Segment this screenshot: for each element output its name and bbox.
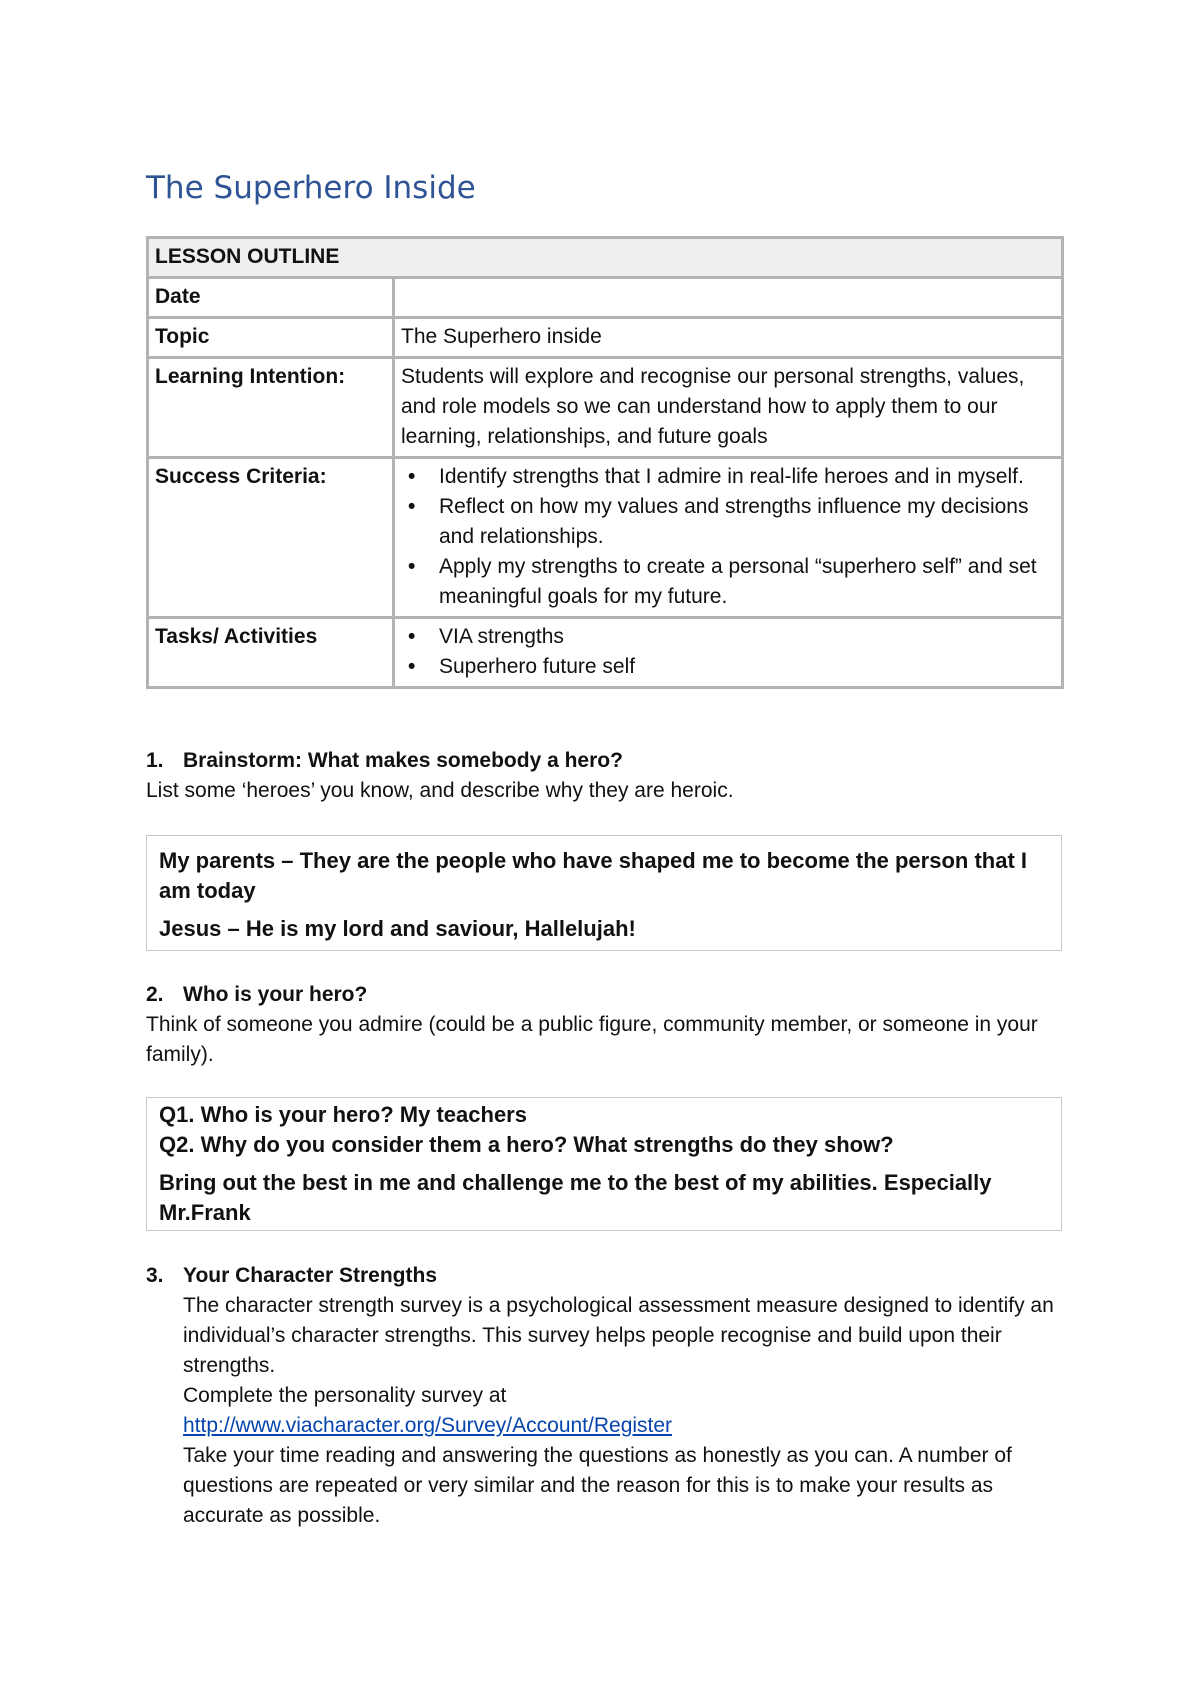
survey-description: The character strength survey is a psychological assessment measure designed to identify an individual’s character strengths. This survey helps people recognise and build upon their strengths. xyxy=(183,1294,1054,1377)
tasks-list xyxy=(401,622,1055,682)
section-heading-text: Who is your hero? xyxy=(183,983,368,1006)
row-date xyxy=(148,278,1063,318)
tasks-value xyxy=(394,618,1063,688)
answer-box-your-hero xyxy=(146,1097,1062,1231)
learning-intention-value: Students will explore and recognise our personal strengths, values, and role models so we can understand how to apply them to our learning, relationships, and future goals xyxy=(394,358,1063,458)
answer-text: My parents – They are the people who have shaped me to become the person that I am today xyxy=(159,848,1027,903)
list-item: • Superhero future self xyxy=(439,652,1055,682)
section-body xyxy=(146,1291,1064,1531)
learning-intention-label: Learning Intention: xyxy=(148,358,394,458)
success-criteria-value xyxy=(394,458,1063,618)
row-tasks xyxy=(148,618,1063,688)
answer-box-heroes xyxy=(146,835,1062,951)
section-character-strengths xyxy=(146,1261,1064,1531)
date-value xyxy=(394,278,1063,318)
topic-label: Topic xyxy=(148,318,394,358)
section-heading-text: Brainstorm: What makes somebody a hero? xyxy=(183,749,623,772)
tasks-label: Tasks/ Activities xyxy=(148,618,394,688)
topic-value: The Superhero inside xyxy=(394,318,1063,358)
section-your-hero xyxy=(146,980,1064,1070)
row-learning-intention xyxy=(148,358,1063,458)
date-label: Date xyxy=(148,278,394,318)
survey-guidance: Take your time reading and answering the questions as honestly as you can. A number of questions are repeated or very similar and the reason for this is to make your results as accurate as possible. xyxy=(183,1444,1012,1527)
answer-text: Bring out the best in me and challenge me to the best of my abilities. Especially Mr.Frank xyxy=(159,1170,992,1225)
section-heading xyxy=(146,746,1064,776)
question-1: Q1. Who is your hero? My teachers xyxy=(159,1102,527,1127)
section-instruction: Think of someone you admire (could be a public figure, community member, or someone in your family). xyxy=(146,1013,1038,1066)
survey-link[interactable]: http://www.viacharacter.org/Survey/Account/Register xyxy=(183,1414,673,1437)
section-heading xyxy=(146,980,1064,1010)
section-heading xyxy=(146,1261,1064,1291)
success-criteria-list xyxy=(401,462,1055,612)
section-number: 2. xyxy=(146,983,164,1006)
lesson-outline-header: LESSON OUTLINE xyxy=(148,238,1063,278)
list-item: • Apply my strengths to create a personal “superhero self” and set meaningful goals for my future. xyxy=(439,552,1055,612)
question-2: Q2. Why do you consider them a hero? What strengths do they show? xyxy=(159,1132,894,1157)
section-number: 3. xyxy=(146,1264,164,1287)
survey-instruction: Complete the personality survey at xyxy=(183,1384,507,1407)
section-heading-text: Your Character Strengths xyxy=(183,1264,437,1287)
row-success-criteria xyxy=(148,458,1063,618)
row-topic xyxy=(148,318,1063,358)
answer-text: Jesus – He is my lord and saviour, Hallelujah! xyxy=(159,916,636,941)
lesson-outline-table xyxy=(146,236,1064,689)
success-criteria-label: Success Criteria: xyxy=(148,458,394,618)
document-title: The Superhero Inside xyxy=(146,170,476,206)
section-instruction: List some ‘heroes’ you know, and describe why they are heroic. xyxy=(146,779,734,802)
list-item: • VIA strengths xyxy=(439,622,1055,652)
section-number: 1. xyxy=(146,749,164,772)
section-brainstorm xyxy=(146,746,1064,806)
list-item: • Reflect on how my values and strengths influence my decisions and relationships. xyxy=(439,492,1055,552)
list-item: • Identify strengths that I admire in real-life heroes and in myself. xyxy=(439,462,1055,492)
